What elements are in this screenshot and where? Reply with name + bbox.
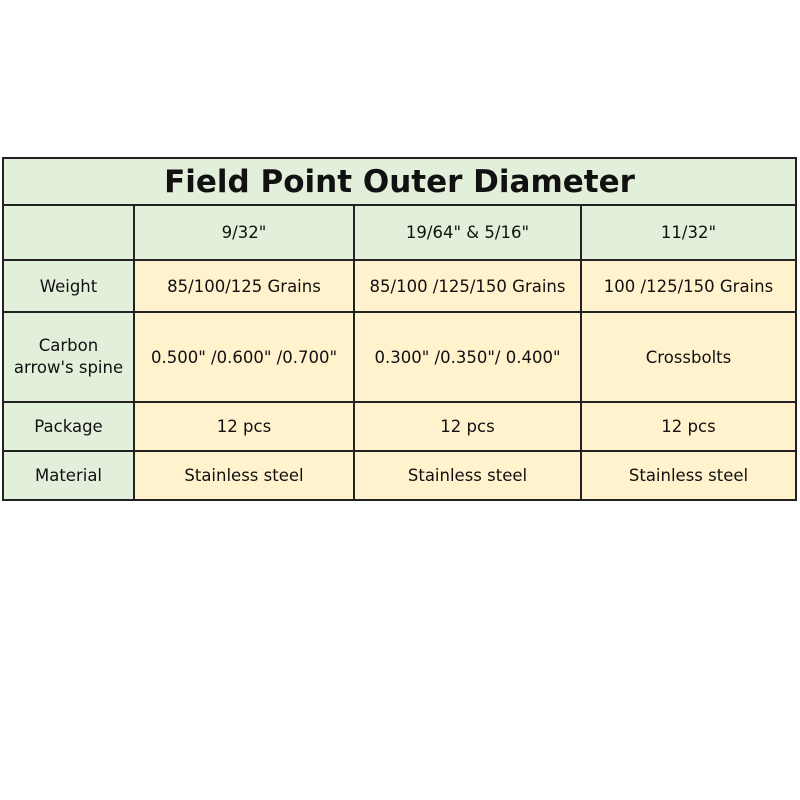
row-label: Weight	[3, 260, 134, 312]
spec-table	[2, 157, 797, 501]
table-row	[3, 402, 796, 451]
row-label: Package	[3, 402, 134, 451]
table-cell: 12 pcs	[354, 402, 581, 451]
header-empty	[3, 205, 134, 260]
table-cell: 12 pcs	[581, 402, 796, 451]
table-cell: 0.300" /0.350"/ 0.400"	[354, 312, 581, 402]
row-label: Material	[3, 451, 134, 500]
table-cell: 12 pcs	[134, 402, 354, 451]
header-cell: 11/32"	[581, 205, 796, 260]
row-label: Carbon arrow's spine	[3, 312, 134, 402]
table-title: Field Point Outer Diameter	[3, 158, 796, 205]
table-cell: Stainless steel	[354, 451, 581, 500]
table-cell: Crossbolts	[581, 312, 796, 402]
table-cell: Stainless steel	[581, 451, 796, 500]
header-cell: 9/32"	[134, 205, 354, 260]
table-cell: 85/100/125 Grains	[134, 260, 354, 312]
table-cell: Stainless steel	[134, 451, 354, 500]
table-row	[3, 451, 796, 500]
table-cell: 85/100 /125/150 Grains	[354, 260, 581, 312]
table-row	[3, 312, 796, 402]
table-row	[3, 260, 796, 312]
header-cell: 19/64" & 5/16"	[354, 205, 581, 260]
table-cell: 0.500" /0.600" /0.700"	[134, 312, 354, 402]
table-cell: 100 /125/150 Grains	[581, 260, 796, 312]
header-row	[3, 205, 796, 260]
